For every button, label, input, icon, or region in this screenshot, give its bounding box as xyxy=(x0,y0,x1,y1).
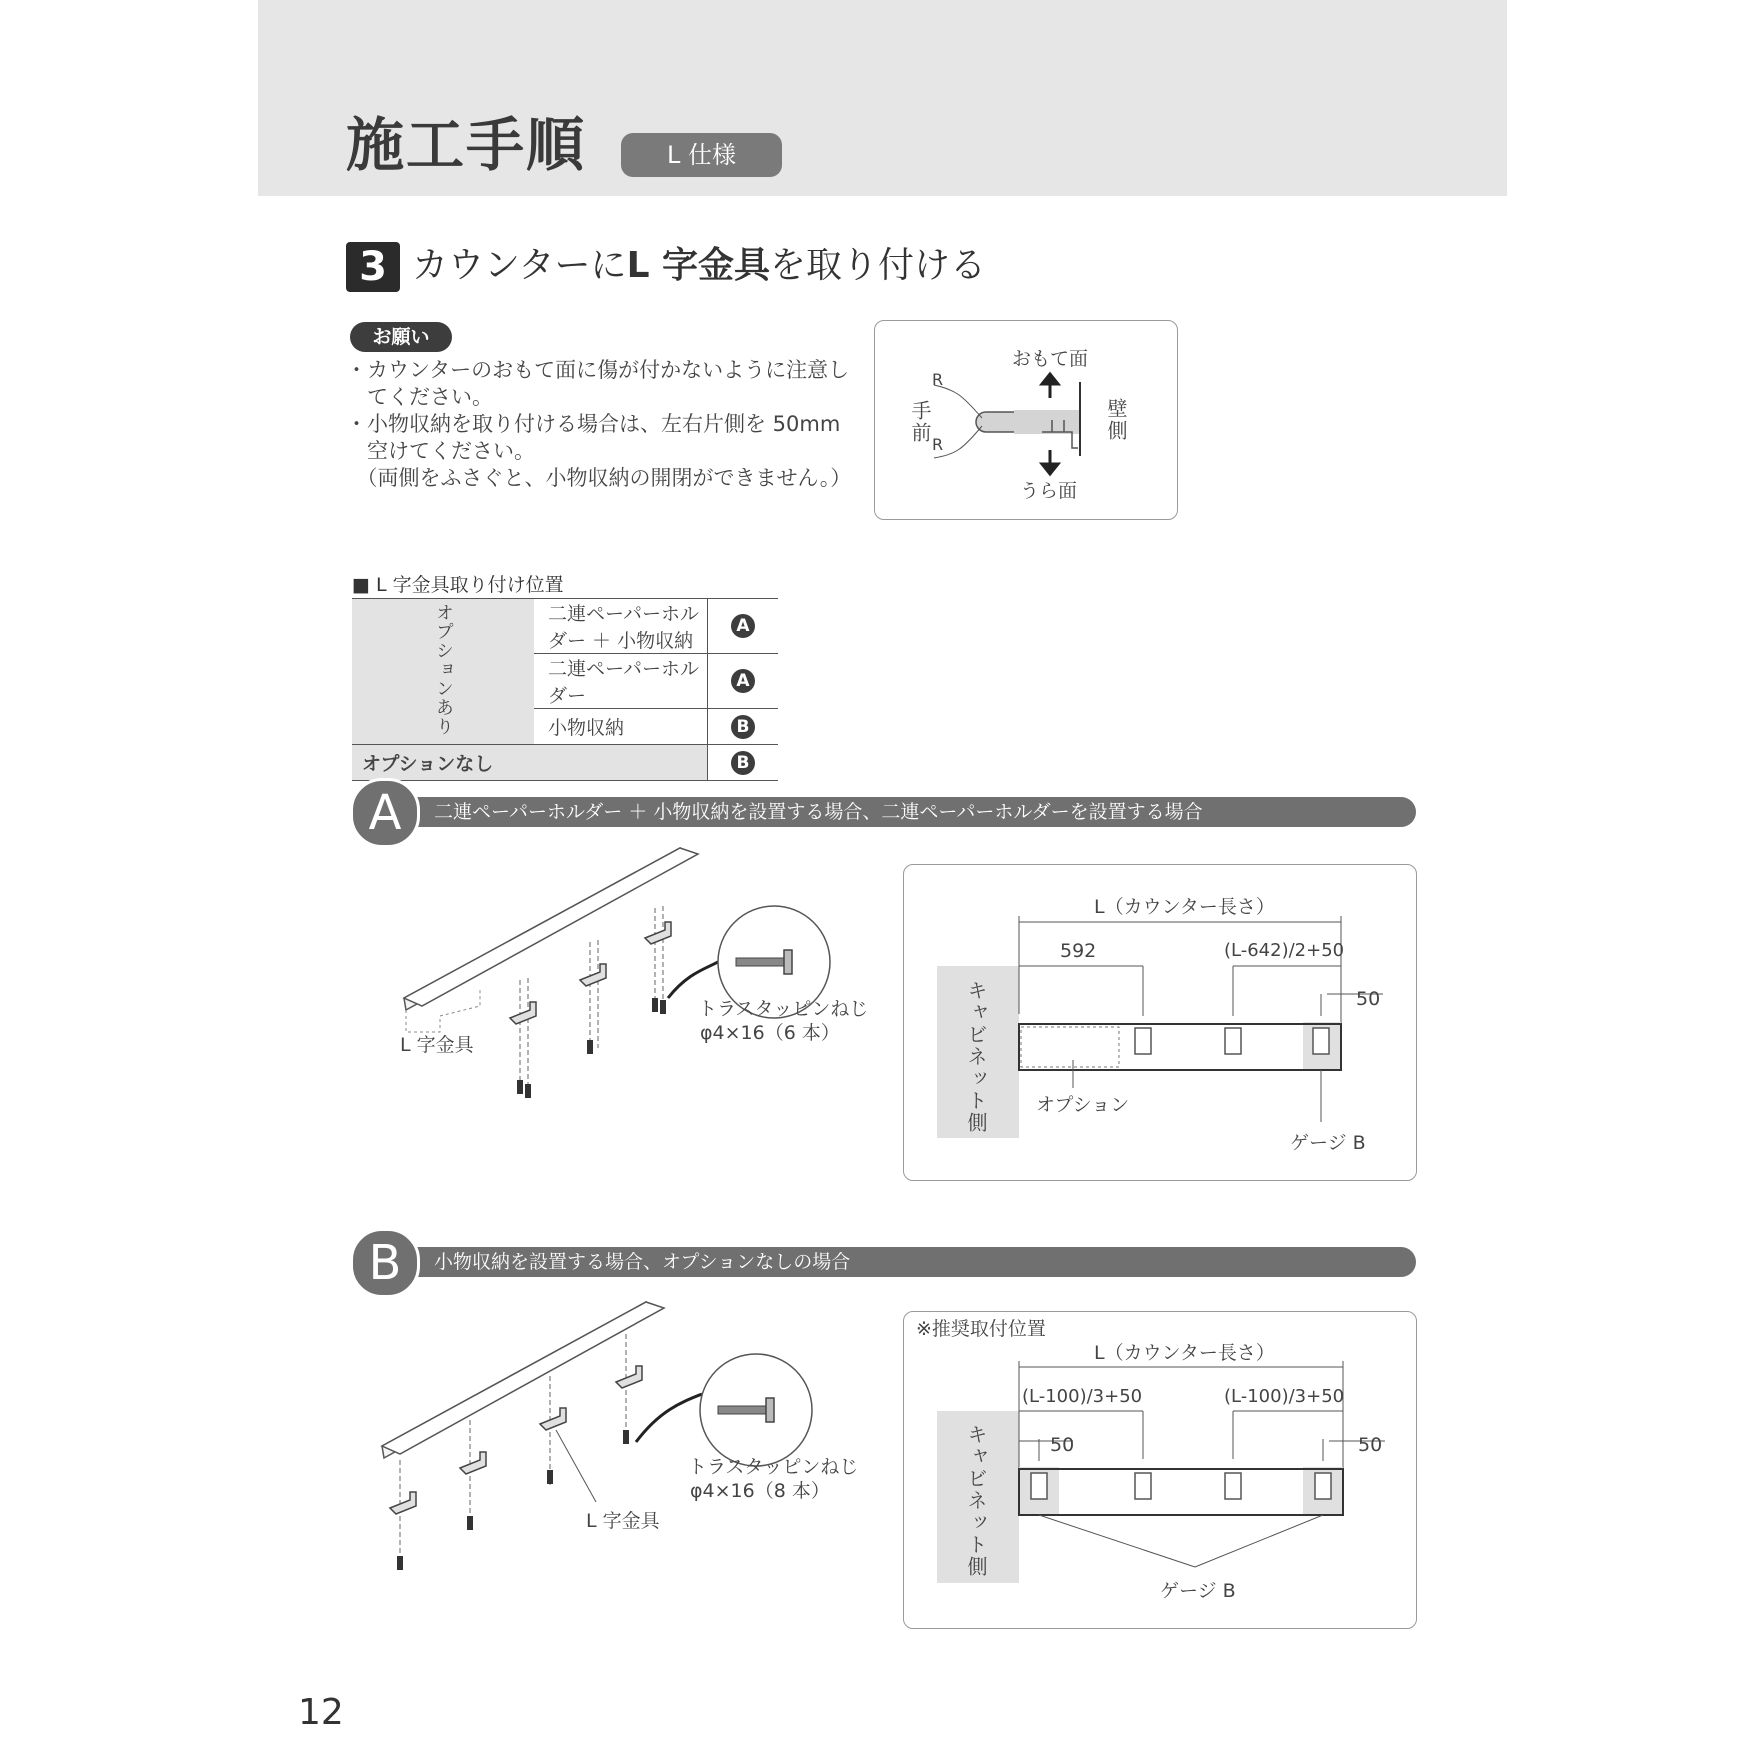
section-b-length-label: L（カウンター長さ） xyxy=(1094,1342,1275,1364)
notice-line-3: ・小物収納を取り付ける場合は、左右片側を 50mm xyxy=(346,412,841,436)
row-code: A xyxy=(731,614,755,638)
section-b-note: ※推奨取付位置 xyxy=(916,1318,1046,1340)
wall-side-label: 壁側 xyxy=(1104,398,1128,442)
page-number: 12 xyxy=(298,1692,344,1733)
row-code: B xyxy=(731,751,755,775)
none-row-text: オプションなし xyxy=(352,745,708,781)
section-b-screw-label-2: φ4×16（8 本） xyxy=(690,1480,830,1502)
step-title-bold: L 字金具 xyxy=(626,245,771,286)
group-label: オプションあり xyxy=(433,602,454,736)
section-a-screw-label-2: φ4×16（6 本） xyxy=(700,1022,840,1044)
radius-label-top: R xyxy=(932,370,944,389)
section-a-length-label: L（カウンター長さ） xyxy=(1094,896,1275,918)
table-row xyxy=(352,745,778,781)
section-b-letter: B xyxy=(350,1228,420,1298)
notice-badge: お願い xyxy=(350,322,452,352)
section-a-gauge-label: ゲージ B xyxy=(1290,1132,1366,1154)
row-code-cell xyxy=(708,599,779,654)
step-title-post: を取り付ける xyxy=(770,245,987,286)
step-title xyxy=(412,244,986,288)
page-title: 施工手順 xyxy=(346,111,587,179)
section-a-dim-formula: (L-642)/2+50 xyxy=(1224,940,1345,961)
table-row xyxy=(352,599,778,654)
back-face-label: うら面 xyxy=(1020,480,1078,502)
row-text: 二連ペーパーホルダー xyxy=(534,654,708,709)
section-a-screw-label-1: トラスタッピンねじ xyxy=(698,998,869,1020)
notice-line-5: （両側をふさぐと、小物収納の開閉ができません。） xyxy=(346,466,852,490)
row-code: B xyxy=(731,715,755,739)
section-a-illustration xyxy=(380,830,900,1100)
section-a-cabinet-label: キャビネット側 xyxy=(964,980,988,1134)
section-a-band: 二連ペーパーホルダー ＋ 小物収納を設置する場合、二連ペーパーホルダーを設置する場合 xyxy=(360,797,1416,827)
section-b-dim-formula-right: (L-100)/3+50 xyxy=(1224,1386,1345,1407)
near-side-label: 手前 xyxy=(908,400,932,444)
front-face-label: おもて面 xyxy=(1012,348,1089,370)
section-a-option-label: オプション xyxy=(1036,1094,1130,1116)
spec-badge: L 仕様 xyxy=(621,133,782,177)
section-b-dim-formula-left: (L-100)/3+50 xyxy=(1022,1386,1143,1407)
row-text: 二連ペーパーホルダー ＋ 小物収納 xyxy=(534,599,708,654)
group-cell xyxy=(352,599,534,745)
section-b-gauge-label: ゲージ B xyxy=(1160,1580,1236,1602)
section-a-bracket-label: L 字金具 xyxy=(400,1034,474,1056)
row-code-cell xyxy=(708,709,779,745)
notice-line-4: 空けてください。 xyxy=(346,439,535,463)
section-a-letter: A xyxy=(350,778,420,848)
row-code-cell xyxy=(708,654,779,709)
section-b-cabinet-label: キャビネット側 xyxy=(964,1424,988,1578)
notice-line-1: ・カウンターのおもて面に傷が付かないように注意し xyxy=(346,358,850,382)
section-a-dim-50: 50 xyxy=(1356,988,1381,1010)
row-code-cell xyxy=(708,745,779,781)
section-b-dim-50-left: 50 xyxy=(1050,1434,1075,1456)
radius-label-bottom: R xyxy=(932,435,944,454)
step-number: 3 xyxy=(346,242,400,292)
section-b-screw-label-1: トラスタッピンねじ xyxy=(688,1456,859,1478)
section-b-bracket-label: L 字金具 xyxy=(586,1510,660,1532)
section-b-dim-50-right: 50 xyxy=(1358,1434,1383,1456)
section-a-dim-592: 592 xyxy=(1060,940,1097,962)
notice-line-2: てください。 xyxy=(346,385,493,409)
row-code: A xyxy=(731,669,755,693)
step-title-pre: カウンターに xyxy=(412,245,627,286)
row-text: 小物収納 xyxy=(534,709,708,745)
position-table-title: ■ L 字金具取り付け位置 xyxy=(352,574,564,596)
position-table xyxy=(352,598,778,781)
section-b-illustration xyxy=(370,1290,890,1580)
section-b-band: 小物収納を設置する場合、オプションなしの場合 xyxy=(360,1247,1416,1277)
